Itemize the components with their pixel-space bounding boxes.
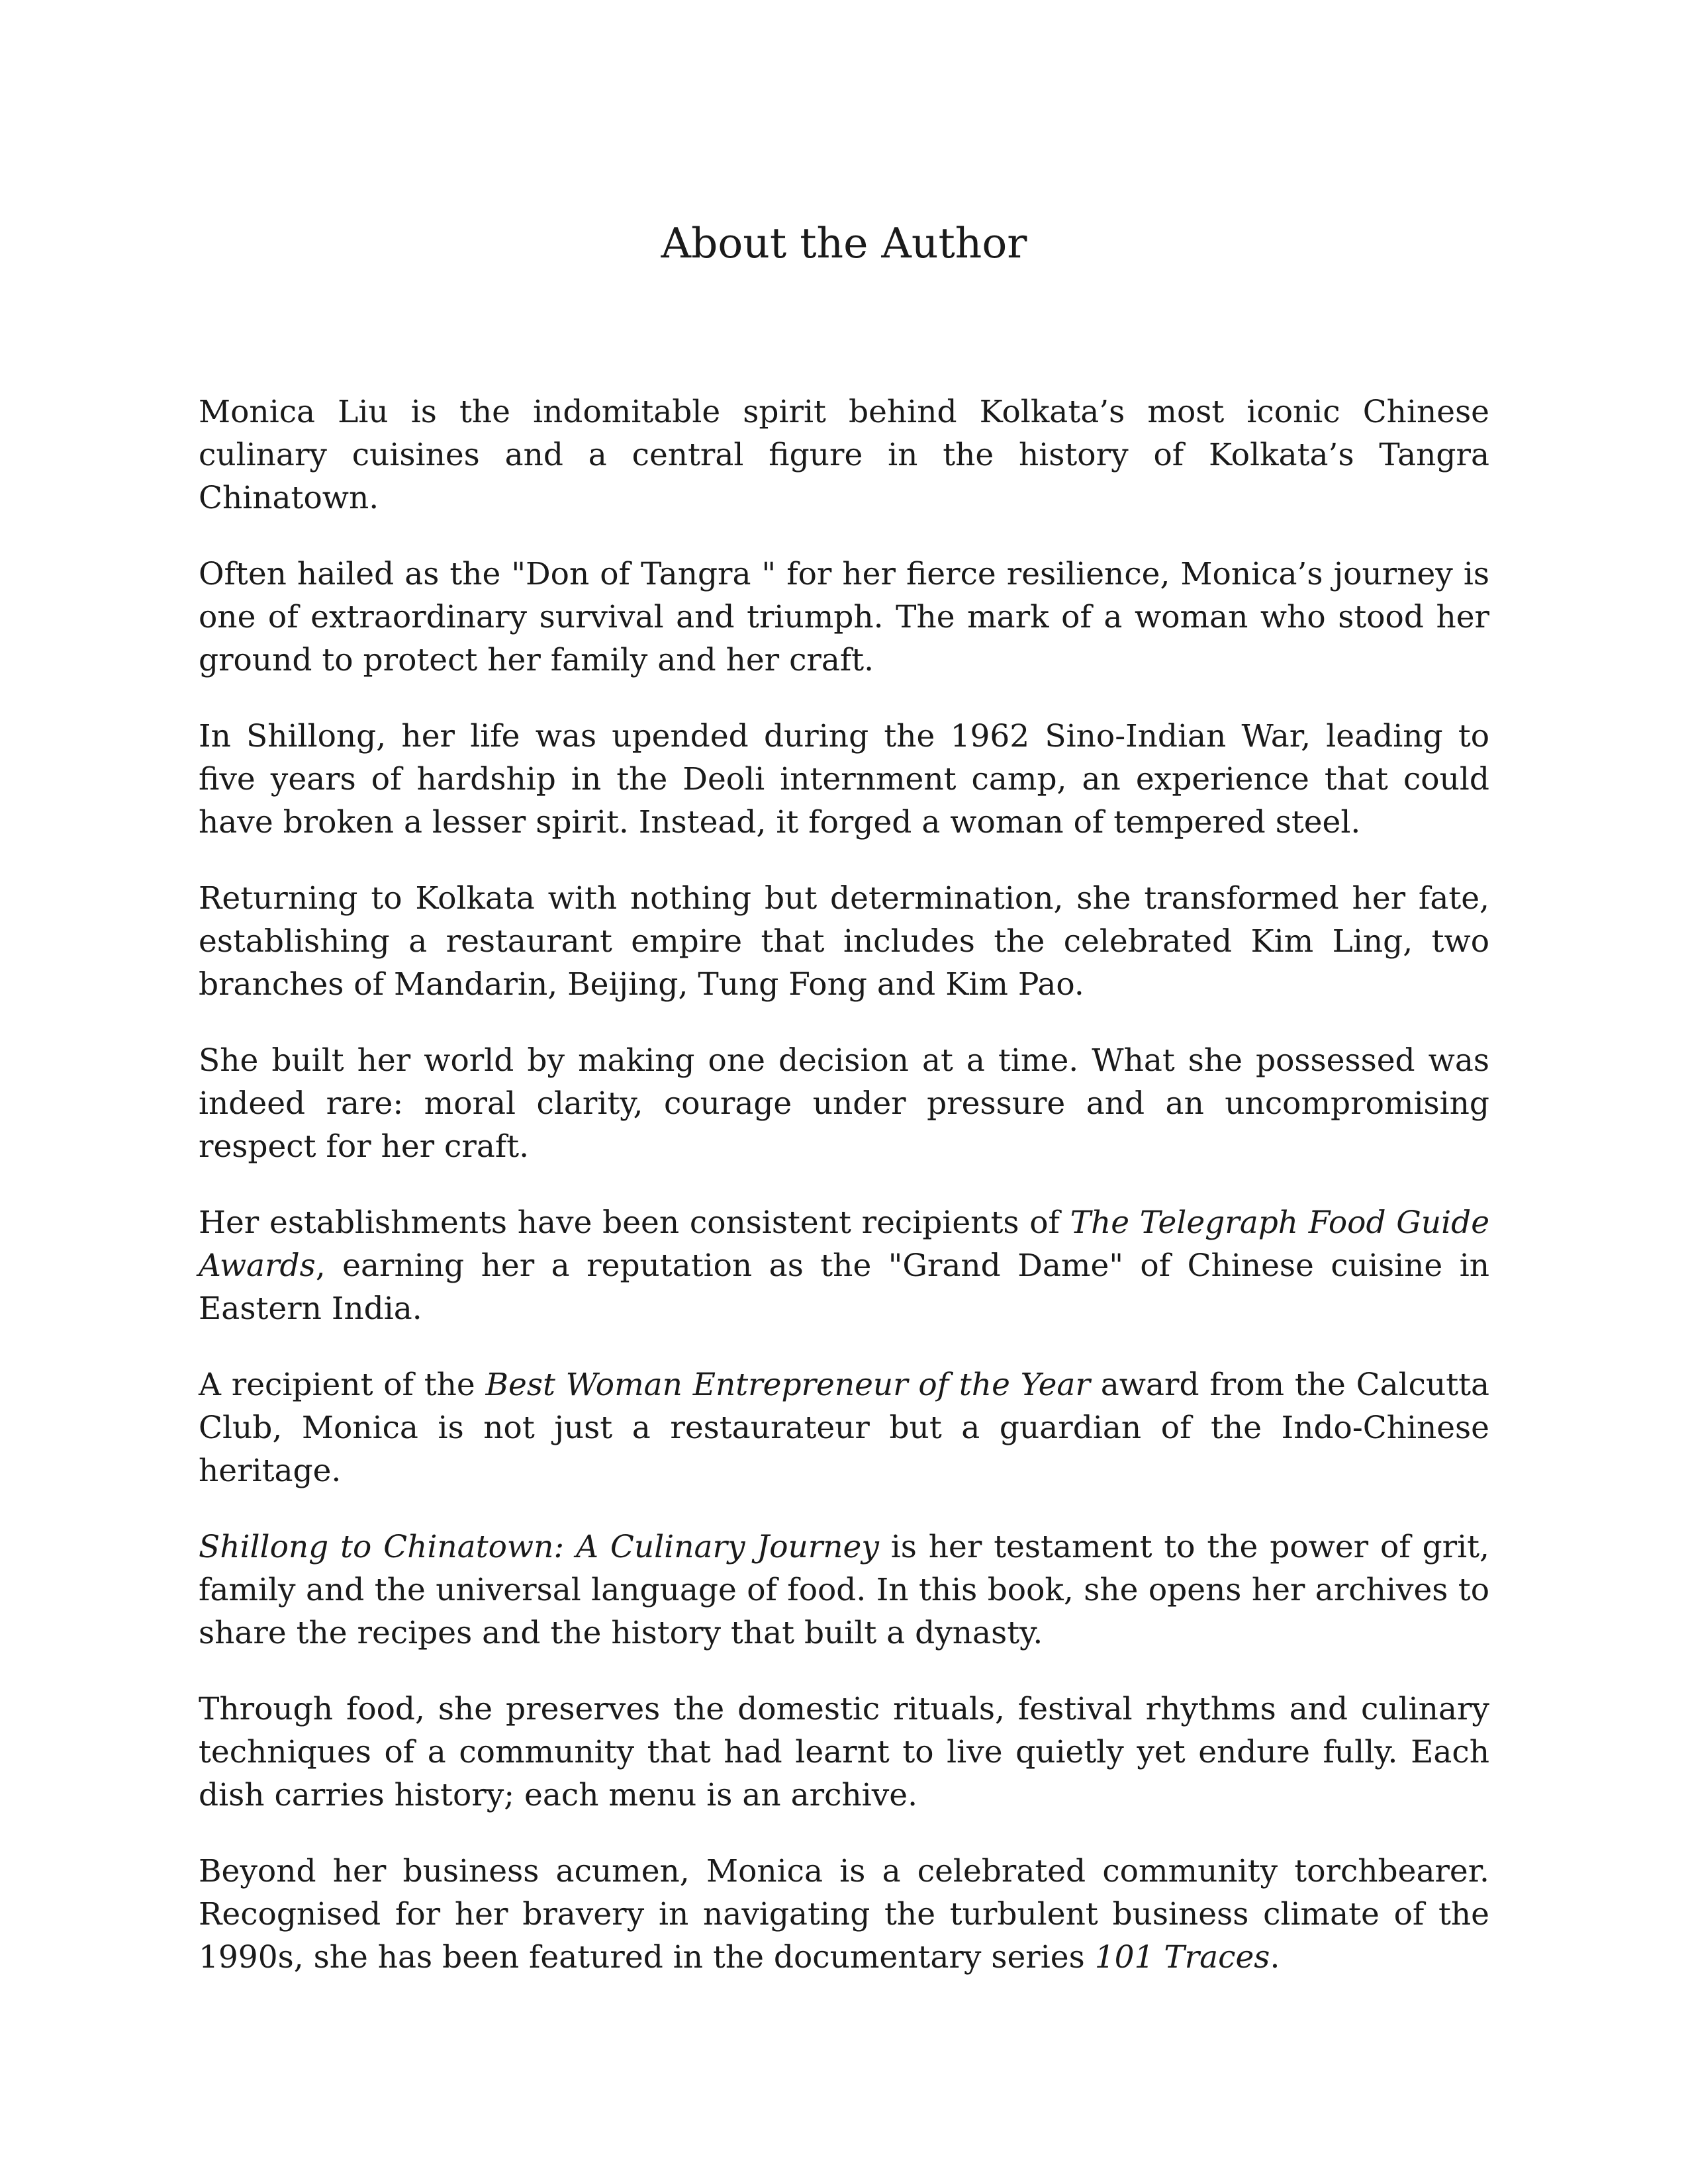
italic-title-text: Best Woman Entrepreneur of the Year bbox=[485, 1367, 1090, 1403]
paragraph-text: is her testament to the power of grit, family and the universal language of food. In this book, she opens her archives to share the recipes and the history that built a dynasty. bbox=[199, 1529, 1489, 1651]
paragraph bbox=[199, 390, 1489, 520]
paragraph bbox=[199, 1688, 1489, 1817]
paragraph bbox=[199, 1039, 1489, 1168]
paragraph bbox=[199, 553, 1489, 682]
paragraph-text: Returning to Kolkata with nothing but determination, she transformed her fate, establishing a restaurant empire that includes the celebrated Kim Ling, two branches of Mandarin, Beijing, Tung Fong and Kim Pao. bbox=[199, 880, 1489, 1003]
paragraph-text: Often hailed as the "Don of Tangra " for her fierce resilience, Monica’s journey is one of extraordinary survival and triumph. The mark of a woman who stood her ground to protect her family and her craft. bbox=[199, 556, 1489, 678]
italic-title-text: Shillong to Chinatown: A Culinary Journey bbox=[199, 1529, 879, 1565]
italic-title-text: The Telegraph Food Guide Awards bbox=[199, 1205, 1490, 1284]
paragraph-text: She built her world by making one decision at a time. What she possessed was indeed rare: moral clarity, courage under pressure and an uncompromising respect for her craft. bbox=[199, 1042, 1489, 1165]
paragraph-text: . bbox=[1270, 1939, 1280, 1976]
paragraph-text: Through food, she preserves the domestic rituals, festival rhythms and culinary techniques of a community that had learnt to live quietly yet endure fully. Each dish carries history; each menu is an archive. bbox=[199, 1691, 1489, 1813]
italic-title-text: 101 Traces bbox=[1094, 1939, 1270, 1976]
paragraph bbox=[199, 715, 1489, 844]
paragraph bbox=[199, 1850, 1489, 1979]
paragraph-text: Beyond her business acumen, Monica is a celebrated community torchbearer. Recognised for her bravery in navigating the turbulent business climate of the 1990s, she has been featured in the documentary series bbox=[199, 1853, 1489, 1976]
paragraph-text: Monica Liu is the indomitable spirit behind Kolkata’s most iconic Chinese culinary cuisines and a central figure in the history of Kolkata’s Tangra Chinatown. bbox=[199, 394, 1489, 516]
author-bio bbox=[199, 390, 1489, 2012]
paragraph bbox=[199, 1201, 1489, 1330]
page-title: About the Author bbox=[661, 219, 1027, 267]
paragraph-text: Her establishments have been consistent recipients of bbox=[199, 1205, 1070, 1241]
paragraph bbox=[199, 1363, 1489, 1492]
paragraph-text: award from the Calcutta Club, Monica is not just a restaurateur but a guardian of the Indo-Chinese heritage. bbox=[199, 1367, 1490, 1489]
paragraph-text: , earning her a reputation as the "Grand Dame" of Chinese cuisine in Eastern India. bbox=[199, 1248, 1489, 1327]
paragraph-text: A recipient of the bbox=[199, 1367, 486, 1403]
paragraph bbox=[199, 877, 1489, 1006]
paragraph-text: In Shillong, her life was upended during the 1962 Sino-Indian War, leading to five years of hardship in the Deoli internment camp, an experience that could have broken a lesser spirit. Instead, it forged a woman of tempered steel. bbox=[199, 718, 1489, 841]
paragraph bbox=[199, 1525, 1489, 1655]
